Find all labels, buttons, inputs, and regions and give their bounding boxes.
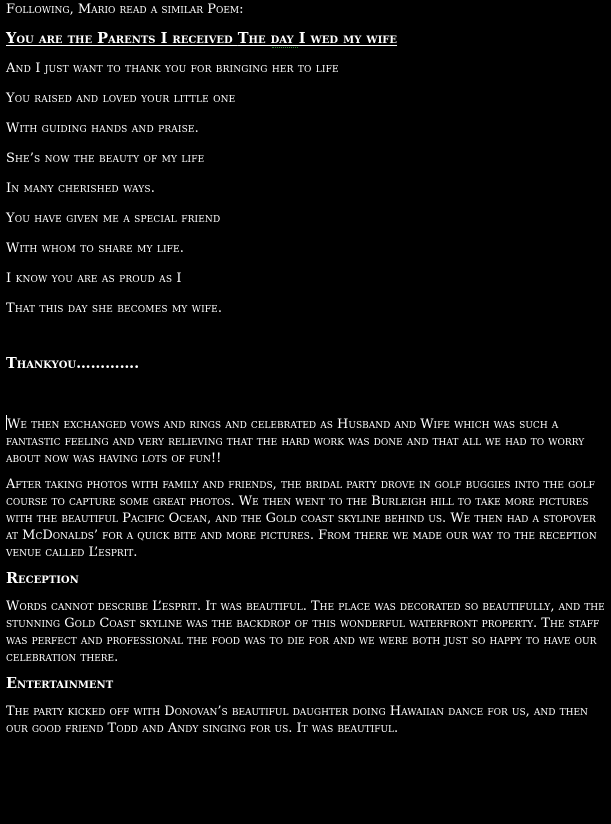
- intro-paragraph: Following, Mario read a similar Poem:: [6, 2, 244, 17]
- vows-text: We then exchanged vows and rings and celebrated as Husband and Wife which was such a fantastic feeling and very relieving that the hard work was done and that all we had to worry about now was having lots of fun!!: [6, 417, 585, 466]
- spellcheck-underline: [272, 45, 298, 48]
- poem-title-part1: You are the Parents I received: [6, 30, 238, 47]
- poem-line: You have given me a special friend: [6, 211, 221, 226]
- photos-paragraph: After taking photos with family and friends, the bridal party drove in golf buggies into the golf course to capture some great photos. We then went to the Burleigh hill to take more pictures with the beautiful Pacific Ocean, and the Gold coast skyline behind us. We then had a stopover at McDonalds’ for a quick bite and more pictures. From there we made our way to the reception venue called L’esprit.: [6, 477, 597, 560]
- poem-line: You raised and loved your little one: [6, 91, 236, 106]
- poem-line: With guiding hands and praise.: [6, 121, 199, 136]
- poem-line: She’s now the beauty of my life: [6, 151, 205, 166]
- poem-title-part2: The day I wed my wife: [237, 30, 398, 47]
- poem-line: I know you are as proud as I: [6, 271, 182, 286]
- poem-line: With whom to share my life.: [6, 241, 185, 256]
- entertainment-heading: Entertainment: [6, 675, 114, 692]
- entertainment-paragraph: The party kicked off with Donovan’s beautiful daughter doing Hawaiian dance for us, and then our good friend Todd and Andy singing for us. It was beautiful.: [6, 704, 588, 736]
- reception-paragraph: Words cannot describe L’esprit. It was beautiful. The place was decorated so beautifully, and the stunning Gold Coast skyline was the backdrop of this wonderful waterfront property. The staff was perfect and professional the food was to die for and we were both just so happy to have our celebration there.: [6, 599, 605, 665]
- poem-line: In many cherished ways.: [6, 181, 156, 196]
- poem-line: That this day she becomes my wife.: [6, 301, 223, 316]
- poem-title: [6, 30, 608, 48]
- vows-paragraph: [6, 415, 608, 467]
- poem-line: And I just want to thank you for bringing her to life: [6, 61, 339, 76]
- reception-heading: Reception: [6, 570, 79, 587]
- thankyou-line: Thankyou………….: [6, 355, 140, 372]
- document-body[interactable]: [6, 0, 608, 746]
